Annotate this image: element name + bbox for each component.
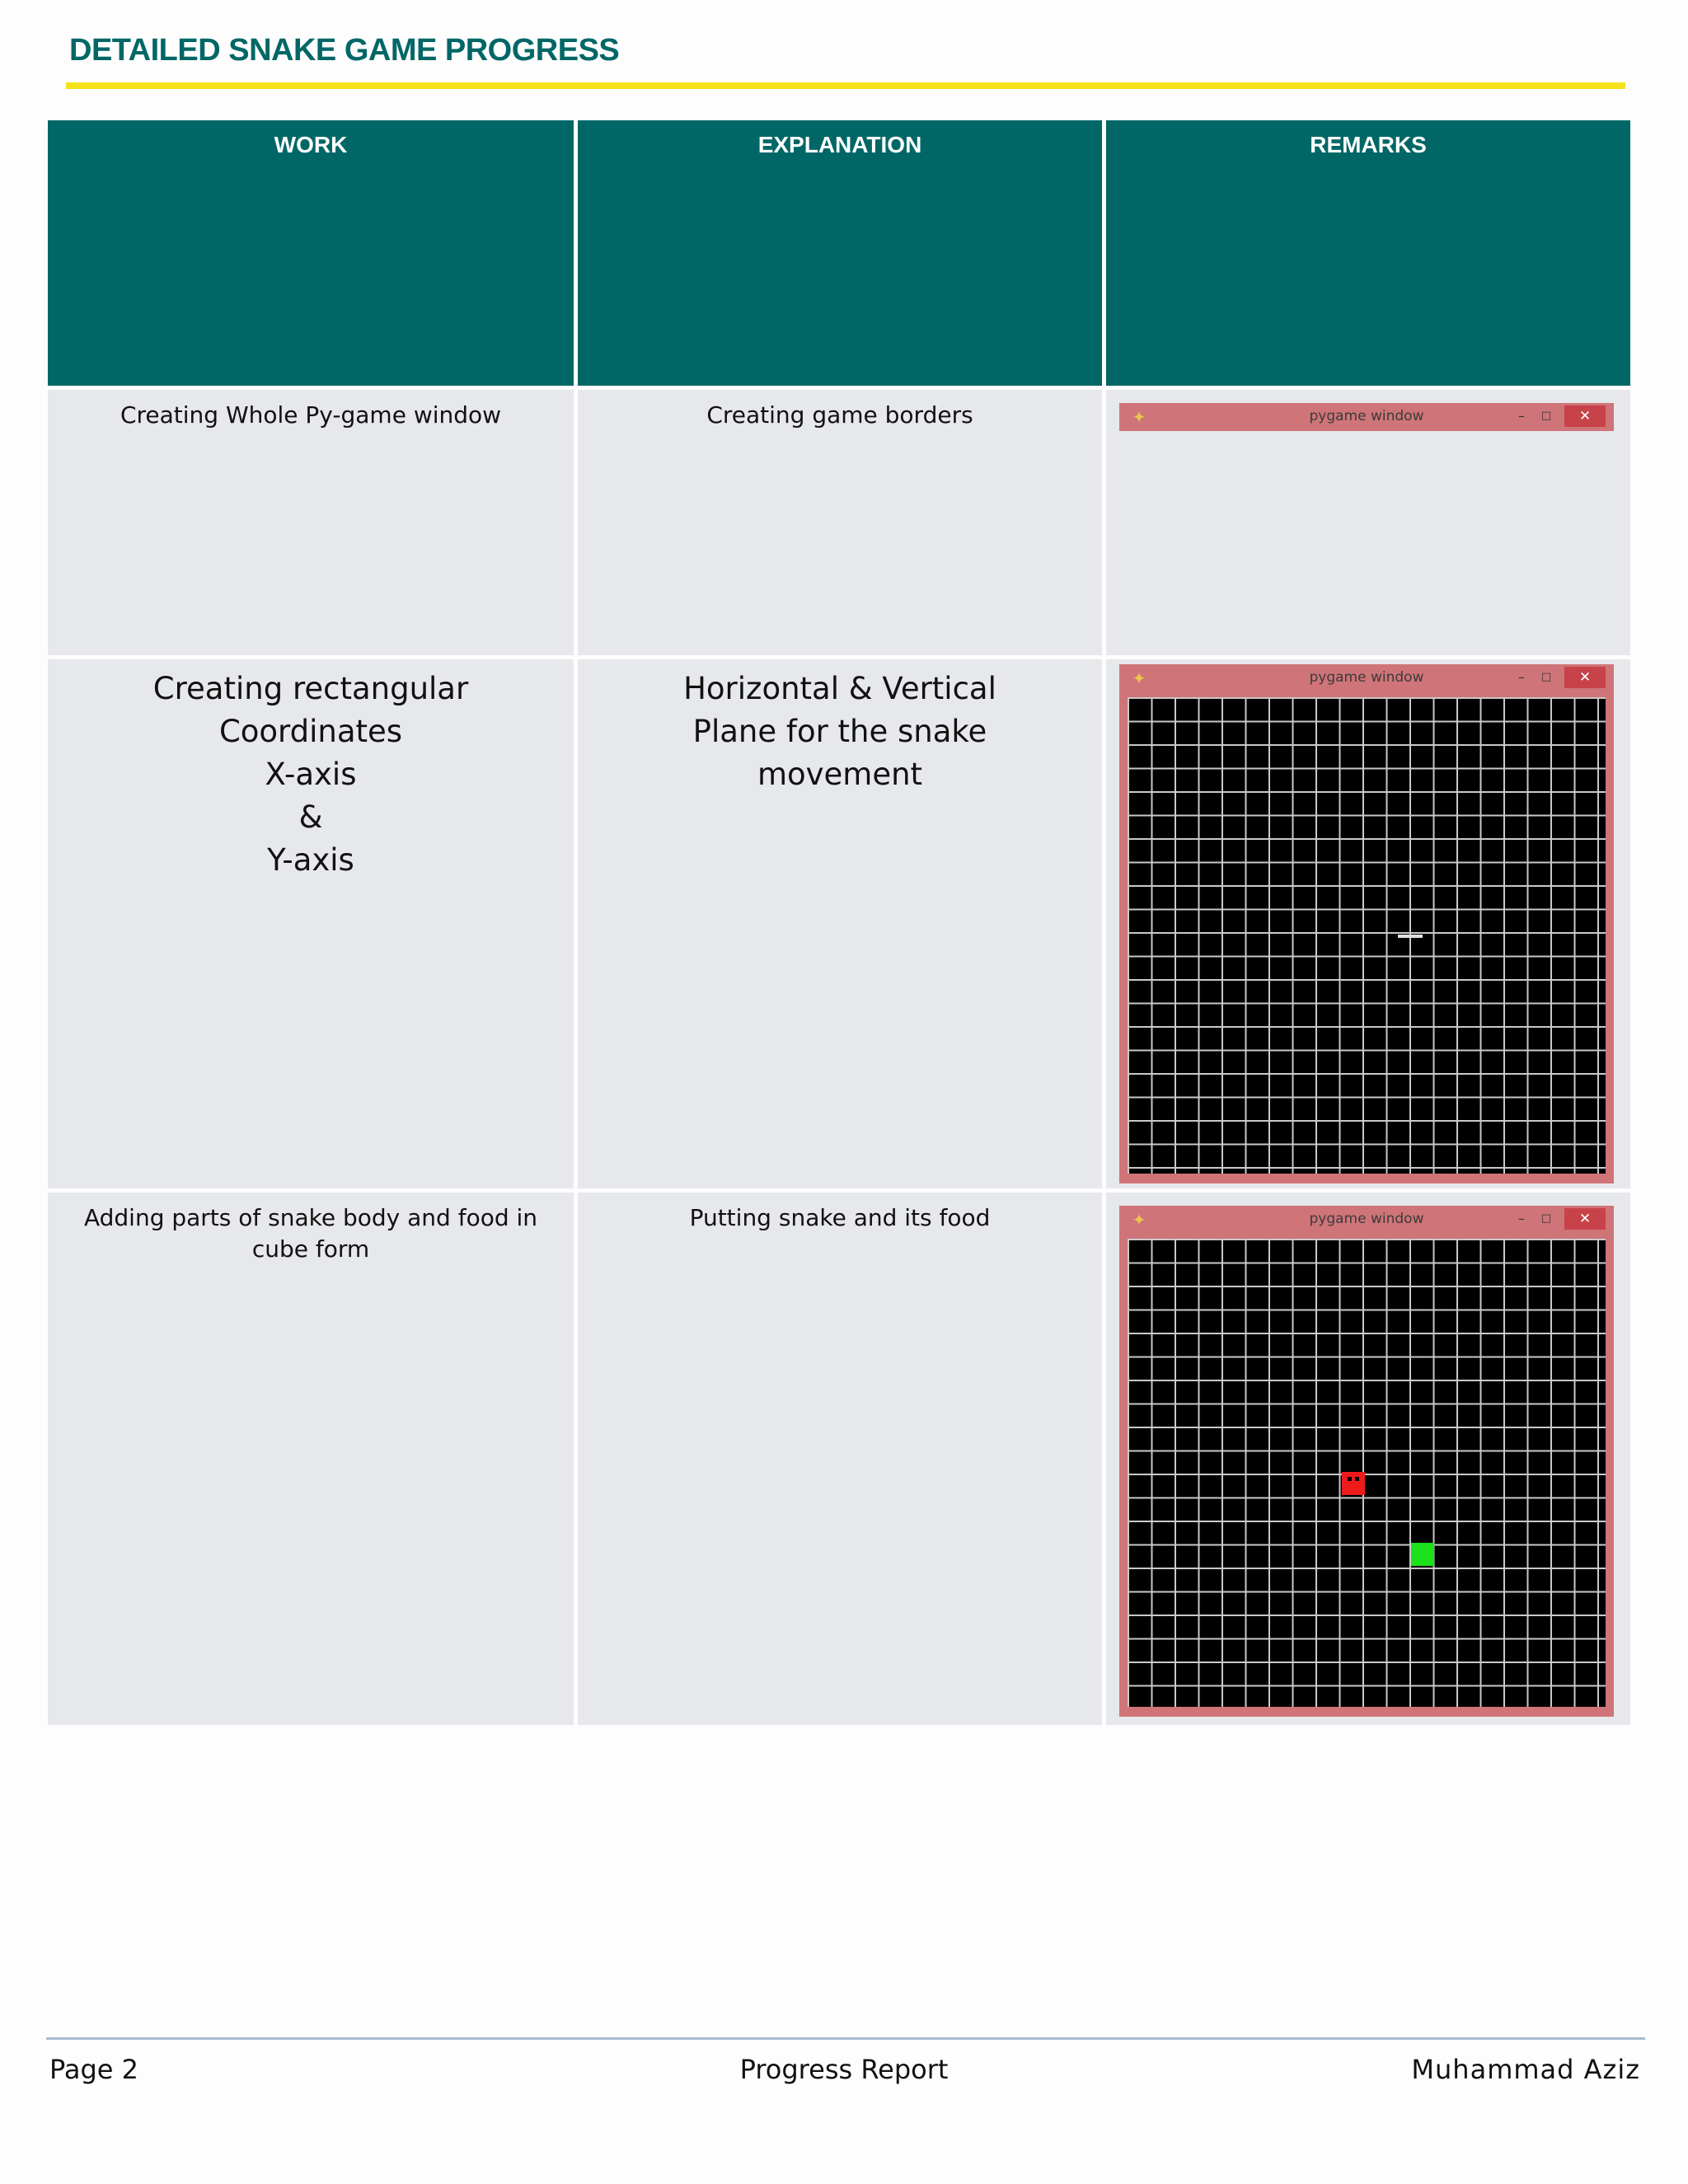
close-icon: ✕ — [1564, 667, 1606, 688]
window-title-bar — [1119, 664, 1614, 692]
pygame-window-screenshot — [1119, 664, 1614, 1183]
maximize-icon: □ — [1540, 1212, 1552, 1225]
footer-author: Muhammad Aziz — [1411, 2054, 1640, 2085]
row-2-explanation-line-3: movement — [757, 757, 923, 792]
game-grid — [1128, 697, 1606, 1174]
minimize-icon: – — [1518, 408, 1525, 424]
window-title: pygame window — [1309, 669, 1424, 686]
row-2-explanation — [578, 659, 1102, 1188]
footer-page-number: Page 2 — [49, 2054, 138, 2085]
pygame-window-screenshot — [1119, 403, 1614, 431]
pygame-logo-icon: ✦ — [1132, 668, 1146, 688]
row-2-remarks — [1106, 659, 1630, 1188]
row-3-work-line-1: Adding parts of snake body and food in — [83, 1204, 538, 1231]
row-2-work-line-1: Creating rectangular Coordinates — [152, 671, 469, 749]
row-2-explanation-line-2: Plane for the snake — [692, 714, 987, 749]
maximize-icon: □ — [1540, 410, 1552, 422]
window-title-bar — [1119, 403, 1614, 431]
row-3-remarks — [1106, 1193, 1630, 1725]
snake-head — [1342, 1472, 1365, 1495]
pygame-window-screenshot — [1119, 1206, 1614, 1717]
footer-report-title: Progress Report — [739, 2054, 949, 2085]
row-1-remarks — [1106, 390, 1630, 655]
minimize-icon: – — [1518, 1211, 1525, 1226]
pygame-logo-icon: ✦ — [1132, 1210, 1146, 1230]
maximize-icon: □ — [1540, 671, 1552, 683]
row-3-explanation-text: Putting snake and its food — [689, 1204, 991, 1231]
window-title-bar — [1119, 1206, 1614, 1234]
row-3-work-line-2: cube form — [251, 1235, 370, 1263]
window-title: pygame window — [1309, 1211, 1424, 1227]
page-title: DETAILED SNAKE GAME PROGRESS — [69, 33, 620, 68]
row-2-work-line-4: Y-axis — [267, 842, 354, 878]
row-2-work — [48, 659, 574, 1188]
game-grid — [1128, 1239, 1606, 1707]
close-icon: ✕ — [1564, 1208, 1606, 1230]
header-explanation: EXPLANATION — [578, 120, 1102, 386]
pygame-logo-icon: ✦ — [1132, 407, 1146, 427]
header-remarks: REMARKS — [1106, 120, 1630, 386]
row-1-explanation — [578, 390, 1102, 655]
close-icon: ✕ — [1564, 405, 1606, 427]
row-2-work-line-3: & — [298, 799, 323, 835]
row-2-explanation-line-1: Horizontal & Vertical — [683, 671, 996, 706]
minimize-icon: – — [1518, 669, 1525, 685]
window-frame — [1119, 1234, 1614, 1717]
snake-eye — [1355, 1477, 1359, 1481]
snake-food — [1411, 1543, 1434, 1566]
snake-eye — [1348, 1477, 1352, 1481]
row-2-work-line-2: X-axis — [265, 757, 357, 792]
row-3-work — [48, 1193, 574, 1725]
row-1-work-text: Creating Whole Py-game window — [120, 401, 502, 429]
footer-divider — [46, 2037, 1645, 2040]
row-1-work — [48, 390, 574, 655]
window-title: pygame window — [1309, 408, 1424, 424]
progress-table — [48, 120, 1630, 1725]
window-frame — [1119, 692, 1614, 1183]
header-work: WORK — [48, 120, 574, 386]
snake-segment — [1398, 935, 1423, 938]
title-underline — [66, 82, 1625, 89]
row-3-explanation — [578, 1193, 1102, 1725]
row-1-explanation-text: Creating game borders — [706, 401, 973, 429]
